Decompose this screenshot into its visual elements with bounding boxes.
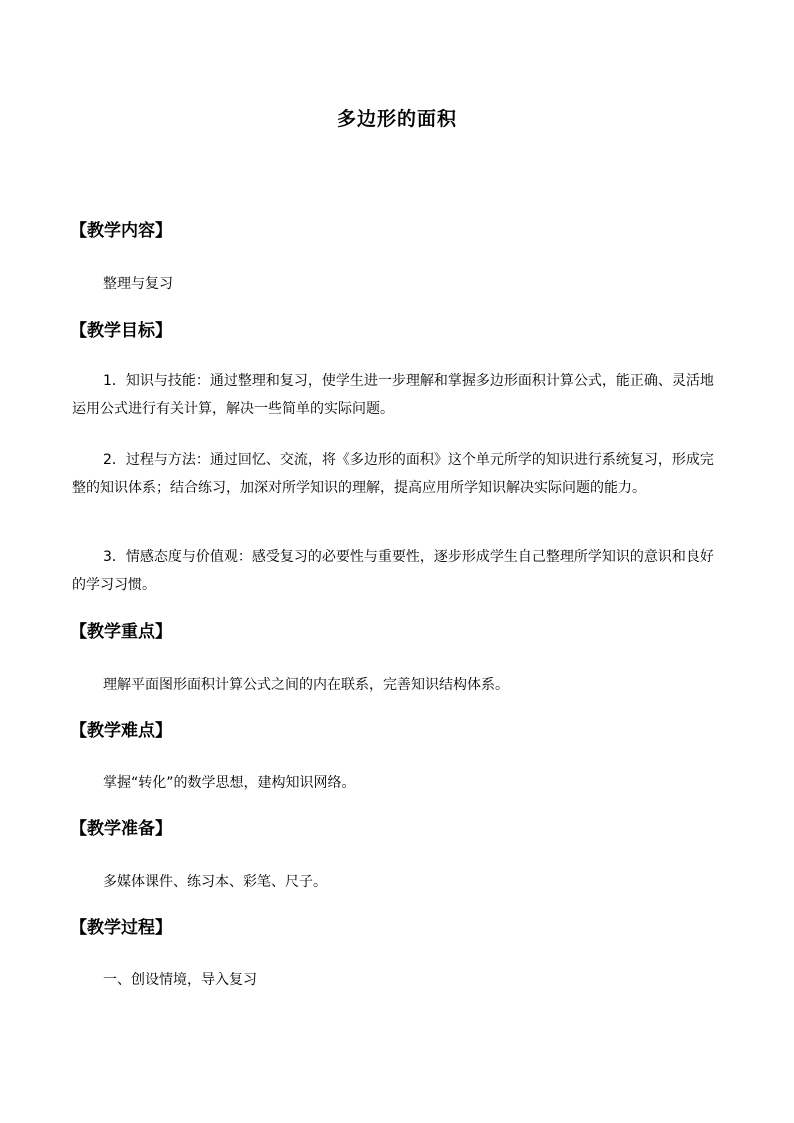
section-heading-process: 【教学过程】 — [70, 918, 172, 938]
section-heading-content: 【教学内容】 — [70, 221, 172, 241]
section-content-text: 整理与复习 — [103, 276, 173, 292]
document-title: 多边形的面积 — [336, 108, 457, 130]
objective-paragraph-1: 1．知识与技能：通过整理和复习，使学生进一步理解和掌握多边形面积计算公式，能正确、灵活地运用公式进行有关计算，解决一些简单的实际问题。 — [72, 373, 714, 417]
objective-paragraph-3: 3．情感态度与价值观：感受复习的必要性与重要性，逐步形成学生自己整理所学知识的意识和良好的学习习惯。 — [72, 549, 714, 593]
objective-paragraph-2: 2．过程与方法：通过回忆、交流，将《多边形的面积》这个单元所学的知识进行系统复习，形成完整的知识体系；结合练习，加深对所学知识的理解，提高应用所学知识解决实际问题的能力。 — [72, 452, 714, 496]
process-step-1: 一、创设情境，导入复习 — [103, 972, 257, 988]
section-heading-difficulties: 【教学难点】 — [70, 721, 172, 741]
section-heading-key-points: 【教学重点】 — [70, 622, 172, 642]
difficulties-text: 掌握“转化”的数学思想，建构知识网络。 — [103, 775, 356, 791]
section-heading-objectives: 【教学目标】 — [70, 321, 172, 341]
preparation-text: 多媒体课件、练习本、彩笔、尺子。 — [103, 874, 327, 890]
section-heading-preparation: 【教学准备】 — [70, 819, 172, 839]
key-points-text: 理解平面图形面积计算公式之间的内在联系，完善知识结构体系。 — [103, 677, 509, 693]
